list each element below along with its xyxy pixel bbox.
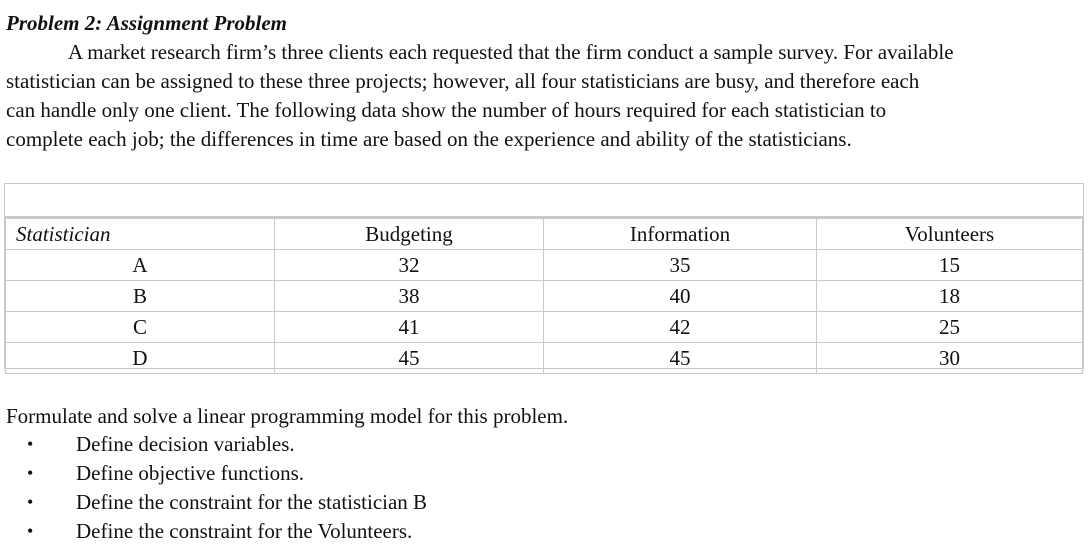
statistician-cell xyxy=(6,281,275,312)
description-line: statistician can be assigned to these three projects; however, all four statisticians are busy, and therefore each xyxy=(6,69,920,93)
volunteers-cell: 18 xyxy=(817,281,1083,312)
task-text: Define the constraint for the Volunteers. xyxy=(76,519,413,543)
table-header-row xyxy=(6,219,1083,250)
information-cell: 40 xyxy=(544,281,817,312)
problem-title: Problem 2: Assignment Problem xyxy=(6,11,287,35)
statistician-label: C xyxy=(132,315,147,339)
header-budgeting: Budgeting xyxy=(275,219,544,250)
statistician-cell xyxy=(6,343,275,374)
table-row xyxy=(6,250,1083,281)
header-volunteers: Volunteers xyxy=(817,219,1083,250)
task-text: Define objective functions. xyxy=(76,461,305,485)
information-cell: 35 xyxy=(544,250,817,281)
task-text: Define the constraint for the statistician B xyxy=(76,490,428,514)
instructions-lead: Formulate and solve a linear programming model for this problem. xyxy=(6,404,569,428)
bullet-icon: • xyxy=(27,434,34,454)
budgeting-cell: 38 xyxy=(275,281,544,312)
volunteers-cell: 25 xyxy=(817,312,1083,343)
hours-table xyxy=(5,218,1083,374)
table-row xyxy=(6,281,1083,312)
information-cell: 42 xyxy=(544,312,817,343)
budgeting-cell: 32 xyxy=(275,250,544,281)
statistician-label: A xyxy=(132,253,148,277)
volunteers-cell: 15 xyxy=(817,250,1083,281)
bullet-icon: • xyxy=(27,463,34,483)
list-item xyxy=(0,459,427,488)
bullet-icon: • xyxy=(27,521,34,541)
description-line: complete each job; the differences in time are based on the experience and ability of the statisticians. xyxy=(6,127,852,151)
problem-description xyxy=(6,38,1088,154)
header-statistician: Statistician xyxy=(6,219,275,250)
budgeting-cell: 41 xyxy=(275,312,544,343)
statistician-cell xyxy=(6,250,275,281)
volunteers-cell: 30 xyxy=(817,343,1083,374)
description-line: A market research firm’s three clients each requested that the firm conduct a sample survey. For available xyxy=(68,40,954,64)
list-item xyxy=(0,517,427,546)
information-cell: 45 xyxy=(544,343,817,374)
task-list xyxy=(0,430,427,546)
budgeting-cell: 45 xyxy=(275,343,544,374)
hours-table-container xyxy=(4,183,1084,369)
list-item xyxy=(0,488,427,517)
table-row xyxy=(6,343,1083,374)
header-information: Information xyxy=(544,219,817,250)
statistician-label: B xyxy=(132,284,147,308)
task-text: Define decision variables. xyxy=(76,432,295,456)
list-item xyxy=(0,430,427,459)
bullet-icon: • xyxy=(27,492,34,512)
statistician-label: D xyxy=(132,346,148,370)
description-line: can handle only one client. The following data show the number of hours required for each statistician to xyxy=(6,98,887,122)
table-row xyxy=(6,312,1083,343)
table-empty-header-row xyxy=(5,184,1083,218)
statistician-cell xyxy=(6,312,275,343)
